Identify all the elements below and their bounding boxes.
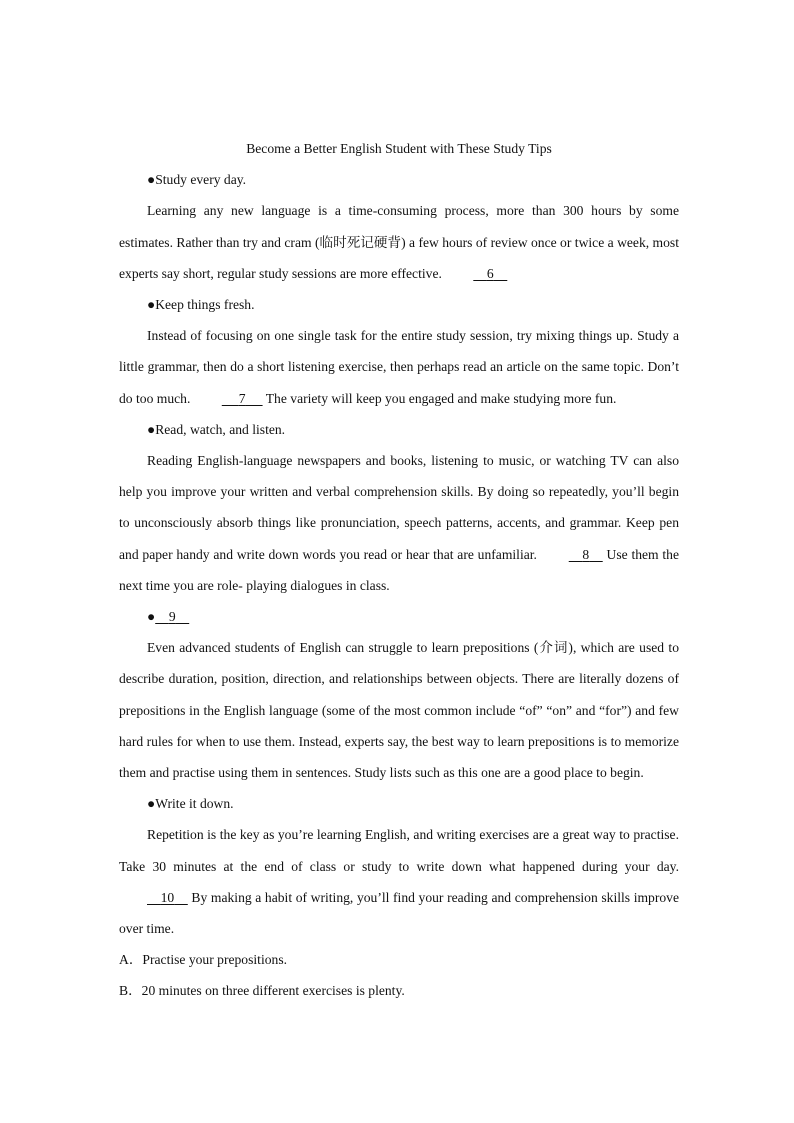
paragraph-text-after: By making a habit of writing, you’ll find your reading and comprehension skills improve over time. — [119, 889, 679, 937]
paragraph-keep-things-fresh — [119, 320, 679, 414]
document-content — [119, 133, 679, 1007]
option-b: B．20 minutes on three different exercises is plenty. — [119, 983, 405, 999]
paragraph-write-it-down — [119, 819, 679, 944]
paragraph-text-after: Use them the next time you are role- playing dialogues in class. — [119, 546, 680, 593]
paragraph-study-every-day — [119, 195, 679, 289]
section-heading-study-every-day: ●Study every day. — [147, 172, 247, 188]
paragraph-text-before: Repetition is the key as you’re learning English, and writing exercises are a great way to practise. Take 30 minutes at the end of class or study to write down what happened during your day. — [119, 827, 679, 874]
blank-9: 9 — [168, 609, 176, 625]
blank-6: 6 — [486, 265, 494, 281]
section-heading-write-it-down: ●Write it down. — [147, 796, 234, 812]
document-title: Become a Better English Student with These Study Tips — [246, 141, 552, 156]
section-heading-keep-things-fresh: ●Keep things fresh. — [147, 297, 255, 313]
paragraph-text-before: Reading English-language newspapers and books, listening to music, or watching TV can also help you improve your written and verbal comprehension skills. By doing so repeatedly, you’ll begin to unconsciously absorb things like pronunciation, speech patterns, accents, and grammar. Keep pen and paper handy and write down words you read or hear that are unfamiliar. — [119, 453, 679, 562]
section-heading-blank-9 — [119, 601, 679, 632]
blank-8: 8 — [582, 546, 590, 562]
blank-7: 7 — [238, 390, 246, 406]
section-heading-read-watch-listen: ●Read, watch, and listen. — [147, 421, 286, 437]
paragraph-text-after: The variety will keep you engaged and make studying more fun. — [265, 390, 617, 406]
bullet: ● — [147, 609, 156, 625]
paragraph-prepositions: Even advanced students of English can struggle to learn prepositions (介词), which are used to describe duration, position, direction, and relationships between objects. There are literally dozens of prepositions in the English language (some of the most common include “of” “on” and “for”) and few hard rules for when to use them. Instead, experts say, the best way to learn prepositions is to memorize them and practise using them in sentences. Study lists such as this one are a good place to begin. — [119, 640, 679, 781]
option-a: A．Practise your prepositions. — [119, 952, 288, 968]
paragraph-text-before: Instead of focusing on one single task for the entire study session, try mixing things up. Study a little grammar, then do a short listening exercise, then perhaps read an article on the same topic. Don’t do too much. — [119, 328, 679, 406]
paragraph-read-watch-listen — [119, 445, 679, 601]
paragraph-text: Learning any new language is a time-consuming process, more than 300 hours by some estimates. Rather than try and cram (临时死记硬背) a few hours of review once or twice a week, most experts say short, regular study sessions are more effective. — [119, 203, 679, 281]
blank-10: 10 — [160, 889, 175, 905]
